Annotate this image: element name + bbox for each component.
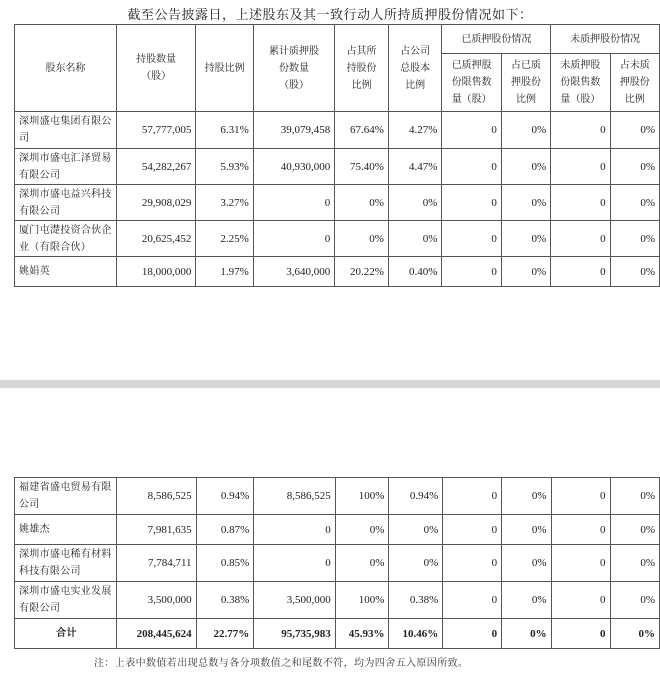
table-row — [15, 112, 660, 149]
cell-pct-own: 0% — [335, 545, 389, 582]
cell-c3: 0 — [551, 257, 610, 287]
cell-c2: 0% — [501, 221, 550, 257]
cell-pct-own: 0% — [335, 515, 389, 545]
cell-shares: 7,981,635 — [116, 515, 196, 545]
cell-ratio: 3.27% — [196, 185, 253, 221]
cell-shares: 8,586,525 — [116, 478, 196, 515]
header-pct-own: 占其所 持股份 比例 — [335, 25, 389, 112]
cell-c3: 0 — [551, 582, 610, 619]
cell-pledged: 3,500,000 — [254, 582, 335, 619]
cell-c2: 0% — [501, 112, 550, 149]
cell-c1: 0 — [442, 257, 501, 287]
cell-ratio: 22.77% — [196, 619, 254, 649]
cell-ratio: 0.87% — [196, 515, 254, 545]
cell-ratio: 5.93% — [196, 149, 253, 185]
cell-name: 合计 — [15, 619, 117, 649]
cell-pledged: 0 — [254, 545, 335, 582]
cell-c2: 0% — [502, 515, 551, 545]
cell-shares: 7,784,711 — [116, 545, 196, 582]
cell-c2: 0% — [501, 185, 550, 221]
cell-c1: 0 — [443, 478, 502, 515]
header-pledged: 累计质押股 份数量 （股） — [253, 25, 334, 112]
cell-c1: 0 — [442, 112, 501, 149]
cell-c1: 0 — [442, 221, 501, 257]
cell-pledged: 39,079,458 — [253, 112, 334, 149]
cell-c3: 0 — [551, 478, 610, 515]
cell-c4: 0% — [610, 112, 659, 149]
cell-name: 姚雄杰 — [15, 515, 117, 545]
cell-ratio: 2.25% — [196, 221, 253, 257]
cell-ratio: 6.31% — [196, 112, 253, 149]
cell-name: 厦门屯濋投资合伙企业（有限合伙） — [15, 221, 117, 257]
cell-pledged: 95,735,983 — [254, 619, 335, 649]
table-row — [15, 185, 660, 221]
cell-pct-total: 4.27% — [388, 112, 442, 149]
cell-pct-total: 0% — [388, 185, 442, 221]
cell-name: 深圳盛屯集团有限公司 — [15, 112, 117, 149]
cell-name: 深圳市盛屯益兴科技有限公司 — [15, 185, 117, 221]
cell-c3: 0 — [551, 545, 610, 582]
cell-c3: 0 — [551, 185, 610, 221]
cell-pct-total: 0.94% — [389, 478, 443, 515]
header-pledged-ratio: 占已质 押股份 比例 — [501, 54, 550, 112]
cell-pct-own: 67.64% — [335, 112, 389, 149]
cell-c2: 0% — [502, 582, 551, 619]
cell-c4: 0% — [610, 619, 659, 649]
cell-name: 深圳市盛屯实业发展有限公司 — [15, 582, 117, 619]
cell-ratio: 1.97% — [196, 257, 253, 287]
header-shares: 持股数量 （股） — [116, 25, 195, 112]
table-row — [15, 515, 660, 545]
cell-c2: 0% — [502, 619, 551, 649]
cell-c4: 0% — [610, 515, 659, 545]
cell-shares: 18,000,000 — [116, 257, 195, 287]
header-name: 股东名称 — [15, 25, 117, 112]
cell-name: 福建省盛屯贸易有限公司 — [15, 478, 117, 515]
cell-c4: 0% — [610, 257, 659, 287]
cell-c3: 0 — [551, 221, 610, 257]
intro-text: 截至公告披露日，上述股东及其一致行动人所持质押股份情况如下： — [127, 8, 533, 23]
table-row — [15, 257, 660, 287]
total-row — [15, 619, 660, 649]
cell-c4: 0% — [610, 221, 659, 257]
cell-c1: 0 — [443, 515, 502, 545]
header-unpledged-ratio: 占未质 押股份 比例 — [610, 54, 659, 112]
cell-pct-own: 0% — [335, 185, 389, 221]
cell-c4: 0% — [610, 582, 659, 619]
cell-ratio: 0.94% — [196, 478, 254, 515]
cell-shares: 3,500,000 — [116, 582, 196, 619]
cell-c4: 0% — [610, 185, 659, 221]
cell-name: 姚娟英 — [15, 257, 117, 287]
cell-pledged: 3,640,000 — [253, 257, 334, 287]
cell-pct-total: 0.40% — [388, 257, 442, 287]
cell-c2: 0% — [502, 545, 551, 582]
cell-shares: 208,445,624 — [116, 619, 196, 649]
cell-c1: 0 — [442, 185, 501, 221]
cell-c4: 0% — [610, 545, 659, 582]
cell-pct-own: 20.22% — [335, 257, 389, 287]
cell-c2: 0% — [502, 478, 551, 515]
header-pct-total: 占公司 总股本 比例 — [388, 25, 442, 112]
cell-pct-own: 0% — [335, 221, 389, 257]
cell-c4: 0% — [610, 478, 659, 515]
cell-pledged: 0 — [254, 515, 335, 545]
cell-c2: 0% — [501, 149, 550, 185]
cell-c1: 0 — [442, 149, 501, 185]
cell-shares: 54,282,267 — [116, 149, 195, 185]
cell-c4: 0% — [610, 149, 659, 185]
cell-c3: 0 — [551, 515, 610, 545]
table-row — [15, 478, 660, 515]
cell-pledged: 8,586,525 — [254, 478, 335, 515]
cell-pct-own: 75.40% — [335, 149, 389, 185]
cell-c1: 0 — [443, 619, 502, 649]
cell-pct-total: 0% — [389, 545, 443, 582]
cell-pledged: 40,930,000 — [253, 149, 334, 185]
cell-c3: 0 — [551, 112, 610, 149]
cell-pct-own: 45.93% — [335, 619, 389, 649]
cell-pct-total: 10.46% — [389, 619, 443, 649]
cell-name: 深圳市盛屯稀有材料科技有限公司 — [15, 545, 117, 582]
cell-shares: 20,625,452 — [116, 221, 195, 257]
table-row — [15, 582, 660, 619]
header-unpledged-restricted: 未质押股 份限售数 量（股） — [551, 54, 610, 112]
header-group-pledged: 已质押股份情况 — [442, 25, 551, 54]
cell-pledged: 0 — [253, 185, 334, 221]
cell-pct-own: 100% — [335, 478, 389, 515]
cell-ratio: 0.38% — [196, 582, 254, 619]
cell-c2: 0% — [501, 257, 550, 287]
table-row — [15, 149, 660, 185]
cell-c1: 0 — [443, 582, 502, 619]
table-row — [15, 545, 660, 582]
cell-ratio: 0.85% — [196, 545, 254, 582]
cell-pct-total: 0% — [389, 515, 443, 545]
cell-name: 深圳市盛屯汇泽贸易有限公司 — [15, 149, 117, 185]
cell-c3: 0 — [551, 149, 610, 185]
header-pledged-restricted: 已质押股 份限售数 量（股） — [442, 54, 501, 112]
pledge-table-top — [14, 24, 660, 287]
header-ratio: 持股比例 — [196, 25, 253, 112]
cell-c3: 0 — [551, 619, 610, 649]
cell-shares: 29,908,029 — [116, 185, 195, 221]
cell-c1: 0 — [443, 545, 502, 582]
cell-pct-total: 0.38% — [389, 582, 443, 619]
cell-pct-total: 0% — [388, 221, 442, 257]
pledge-table-bottom — [14, 477, 660, 649]
cell-pledged: 0 — [253, 221, 334, 257]
header-group-unpledged: 未质押股份情况 — [551, 25, 660, 54]
cell-pct-own: 100% — [335, 582, 389, 619]
footnote: 注：上表中数值若出现总数与各分项数值之和尾数不符，均为四舍五入原因所致。 — [94, 658, 469, 669]
table-row — [15, 221, 660, 257]
cell-pct-total: 4.47% — [388, 149, 442, 185]
page-break-band — [0, 380, 660, 388]
cell-shares: 57,777,005 — [116, 112, 195, 149]
